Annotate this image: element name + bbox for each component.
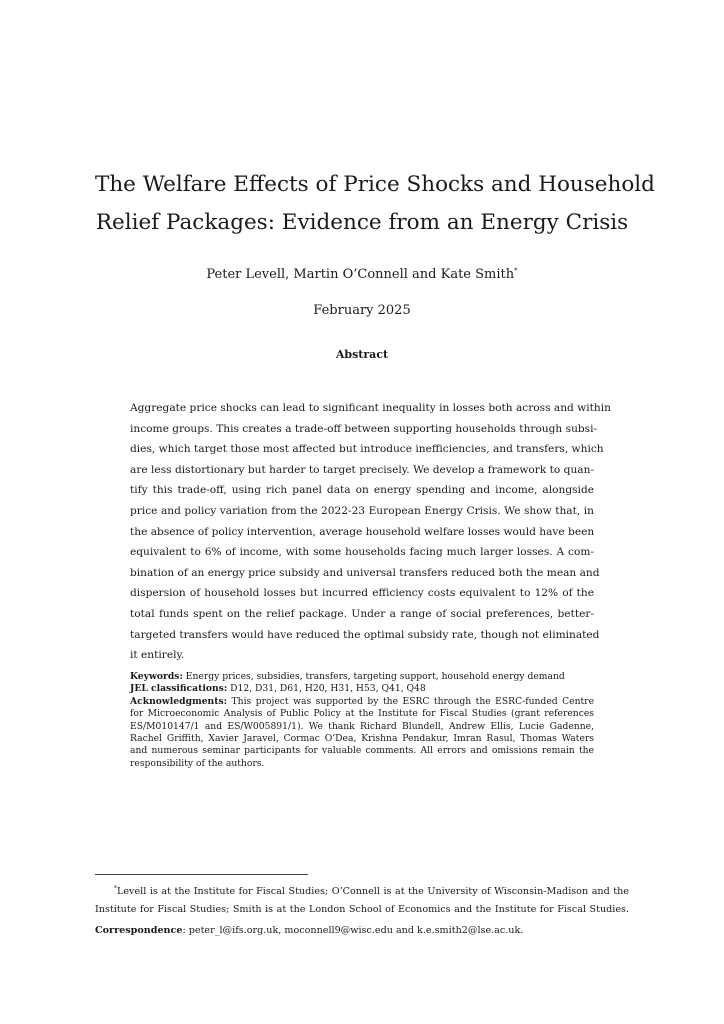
publication-date: February 2025 [313, 303, 411, 318]
author-footnote-mark: * [514, 267, 518, 275]
abstract-line: price and policy variation from the 2022-23 European Energy Crisis. We show that, in [130, 504, 594, 517]
correspondence-text: : peter_l@ifs.org.uk, moconnell9@wisc.edu and k.e.smith2@lse.ac.uk. [182, 925, 524, 936]
footnote-line [95, 878, 629, 899]
keywords-text: Energy prices, subsidies, transfers, targeting support, household energy demand [185, 671, 565, 682]
title-line-2: Relief Packages: Evidence from an Energy Crisis [95, 210, 629, 235]
footnote [95, 878, 629, 941]
authors-text: Peter Levell, Martin O’Connell and Kate Smith [206, 267, 515, 282]
abstract-line: dies, which target those most affected but introduce inefficiencies, and transfers, which [130, 443, 604, 456]
acknowledgments-line: for Microeconomic Analysis of Public Policy at the Institute for Fiscal Studies (grant references [130, 708, 594, 720]
paper-title [95, 166, 655, 242]
acknowledgments-line [130, 696, 594, 708]
keywords-label: Keywords: [130, 671, 183, 682]
keywords-block [130, 671, 594, 770]
acknowledgments-label: Acknowledgments: [130, 695, 228, 707]
acknowledgments-line: and numerous seminar participants for valuable comments. All errors and omissions remain the [130, 745, 594, 757]
footnote-rule [95, 874, 308, 875]
footnote-text: Levell is at the Institute for Fiscal Studies; O’Connell is at the University of Wisconsin-Madison and the [117, 886, 629, 897]
acknowledgments-line: Rachel Griffith, Xavier Jaravel, Cormac O’Dea, Krishna Pendakur, Imran Rasul, Thomas Waters [130, 732, 594, 744]
jel-label: JEL classifications: [130, 683, 228, 695]
keywords-line [130, 671, 594, 683]
abstract-heading: Abstract [335, 348, 389, 361]
abstract-line: dispersion of household losses but incurred efficiency costs equivalent to 12% of the [130, 587, 594, 600]
abstract-line: bination of an energy price subsidy and universal transfers reduced both the mean and [130, 566, 600, 579]
correspondence-line [95, 920, 629, 941]
acknowledgments-text: This project was supported by the ESRC through the ESRC-funded Centre [231, 695, 595, 707]
author-list [95, 262, 629, 284]
abstract-body [130, 398, 611, 666]
footnote-mark: * [114, 885, 117, 892]
abstract-line: Aggregate price shocks can lead to significant inequality in losses both across and within [130, 402, 611, 414]
abstract-line: targeted transfers would have reduced the optimal subsidy rate, though not eliminated [130, 628, 600, 641]
abstract-line: are less distortionary but harder to target precisely. We develop a framework to quan- [130, 463, 594, 476]
title-line-1: The Welfare Effects of Price Shocks and Household [95, 172, 655, 197]
footnote-line: Institute for Fiscal Studies; Smith is at the London School of Economics and the Institute for Fiscal Studies. [95, 904, 629, 915]
acknowledgments-line: responsibility of the authors. [130, 757, 265, 769]
correspondence-label: Correspondence [95, 925, 183, 936]
abstract-line: the absence of policy intervention, average household welfare losses would have been [130, 525, 595, 538]
acknowledgments-line: ES/M010147/1 and ES/W005891/1). We thank Richard Blundell, Andrew Ellis, Lucie Gadenne, [130, 720, 594, 732]
abstract-line: equivalent to 6% of income, with some households facing much larger losses. A com- [130, 546, 594, 559]
abstract-line: income groups. This creates a trade-off between supporting households through subsi- [130, 422, 598, 435]
jel-text: D12, D31, D61, H20, H31, H53, Q41, Q48 [230, 683, 426, 695]
abstract-line: total funds spent on the relief package. Under a range of social preferences, better- [130, 607, 594, 620]
jel-line [130, 683, 594, 695]
abstract-line: it entirely. [130, 649, 185, 662]
abstract-line: tify this trade-off, using rich panel data on energy spending and income, alongside [130, 484, 594, 497]
